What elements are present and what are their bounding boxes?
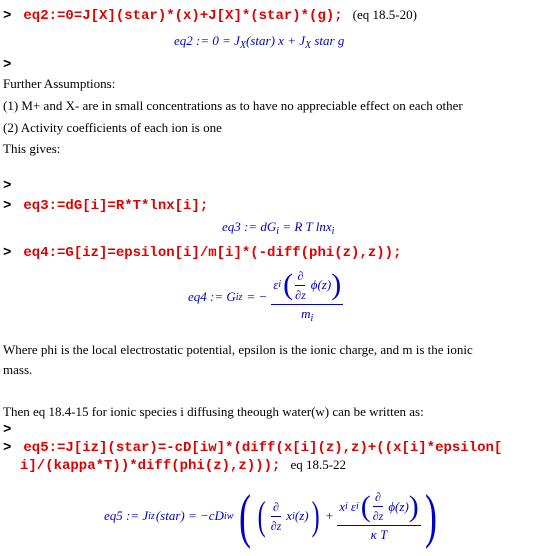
eq2-comment: (eq 18.5-20) — [352, 7, 417, 22]
eq4-input-line[interactable] — [3, 243, 401, 261]
eq3-output — [222, 219, 334, 237]
eq5-command-line-1[interactable]: eq5:=J[iz](star)=-cD[iw]*(diff(x[i](z),z)+((x[i]*epsilon[ — [23, 440, 503, 456]
eq5-d1: ∂ — [271, 500, 281, 517]
eq5-eps-sub: i — [355, 500, 359, 512]
eq2-out-end: star g — [314, 33, 345, 48]
eq5-xi: x — [286, 508, 293, 523]
empty-prompt-1[interactable]: > — [3, 57, 12, 73]
empty-prompt-2[interactable]: > — [3, 178, 12, 194]
eq4-dz: ∂z — [295, 287, 306, 302]
eq4-out-lhs: eq4 := G — [188, 289, 236, 304]
eq5-deriv-1 — [269, 500, 284, 533]
eq5-d2: ∂ — [373, 490, 383, 507]
eq5-out-mid: (star) = −cD — [155, 508, 224, 523]
eq5-plus: + — [325, 508, 334, 523]
eq4-d: ∂ — [295, 269, 305, 286]
eq4-fraction: ε i ( $\frac{\partial}{\partial z}$ ϕ(z) ) $m_i$ — [273, 268, 342, 324]
eq2-out-sub: X — [239, 40, 247, 51]
eq5-x-sub: i — [345, 500, 348, 512]
eq2-out-sub2: X — [304, 40, 312, 51]
eq4-deriv — [293, 269, 308, 302]
eq3-out-b: = R T lnx — [282, 219, 332, 234]
eq5-input-line[interactable] — [3, 438, 502, 456]
assumption-2: (2) Activity coefficients of each ion is one — [3, 120, 222, 135]
eq2-input-line[interactable] — [3, 6, 417, 24]
eq5-eps: ε — [350, 498, 356, 514]
eq5-fraction: x i ε i ( $\frac{\partial}{\partial z}$ ϕ(z) ) κ T — [339, 489, 419, 542]
eq4-out-eq: = − — [246, 289, 268, 304]
eq4-eps-sub: i — [278, 279, 282, 290]
eq3-sub-i2: i — [331, 226, 335, 237]
eq3-out-a: eq3 := dG — [222, 219, 277, 234]
eq2-out-mid: (star) x + J — [246, 33, 305, 48]
assumption-1: (1) M+ and X- are in small concentrations as to have no appreciable effect on each other — [3, 98, 463, 113]
eq5-dz1: ∂z — [270, 518, 282, 533]
prompt-marker: > — [3, 245, 12, 261]
prompt-marker: > — [3, 8, 12, 24]
eq5-deriv-2 — [371, 490, 386, 523]
eq4-output — [188, 264, 343, 330]
eq5-dz2: ∂z — [372, 509, 384, 523]
eq3-input-line[interactable] — [3, 196, 208, 214]
eq5-command-line-2[interactable]: i]/(kappa*T))*diff(phi(z),z))); — [20, 458, 281, 474]
eq5-comment: eq 18.5-22 — [290, 457, 347, 472]
eq5-xi-sub: i — [292, 510, 295, 522]
eq4-eps: ε — [273, 277, 279, 292]
prompt-marker: > — [3, 440, 12, 456]
eq2-output — [174, 33, 344, 51]
eq4-m-sub: i — [310, 312, 314, 324]
eq5-out-lhs: eq5 := J — [104, 508, 149, 523]
eq5-phi: ϕ(z) — [388, 498, 409, 514]
eq5-input-line-2[interactable] — [20, 456, 346, 474]
eq5-den: κ T — [370, 527, 388, 542]
eq3-sub-i: i — [276, 226, 280, 237]
eq4-sub-iz: iz — [235, 291, 243, 303]
explain-line-3: Then eq 18.4-15 for ionic species i diffusing theough water(w) can be written as: — [3, 404, 424, 419]
explain-line-1: Where phi is the local electrostatic potential, epsilon is the ionic charge, and m is the ionic — [3, 342, 473, 357]
eq4-command[interactable]: eq4:=G[iz]=epsilon[i]/m[i]*(-diff(phi(z),z)); — [23, 245, 402, 261]
empty-prompt-3[interactable]: > — [3, 422, 12, 438]
this-gives-text: This gives: — [3, 141, 61, 156]
eq2-command[interactable]: eq2:=0=J[X](star)*(x)+J[X]*(star)*(g); — [23, 8, 343, 24]
eq5-output: eq5 := J iz (star) = −cD iw ( ( $\frac{\partial}{\partial z}$ x i (z) ) + x i ε i ( $\frac{\partial}{\partial z}$ ϕ(z) ) κ T ) — [104, 483, 437, 549]
explain-line-2: mass. — [3, 362, 33, 377]
eq4-m: m — [301, 305, 311, 321]
eq5-sub-iw: iw — [223, 510, 234, 522]
prompt-marker: > — [3, 198, 12, 214]
eq3-command[interactable]: eq3:=dG[i]=R*T*lnx[i]; — [23, 198, 209, 214]
eq5-x: x — [339, 498, 346, 514]
eq2-out-lhs: eq2 := 0 = J — [174, 33, 240, 48]
eq4-phi: ϕ(z) — [310, 277, 332, 292]
assumptions-heading: Further Assumptions: — [3, 76, 116, 91]
eq5-sub-iz: iz — [148, 510, 155, 522]
eq5-z-arg: (z) — [294, 508, 309, 523]
